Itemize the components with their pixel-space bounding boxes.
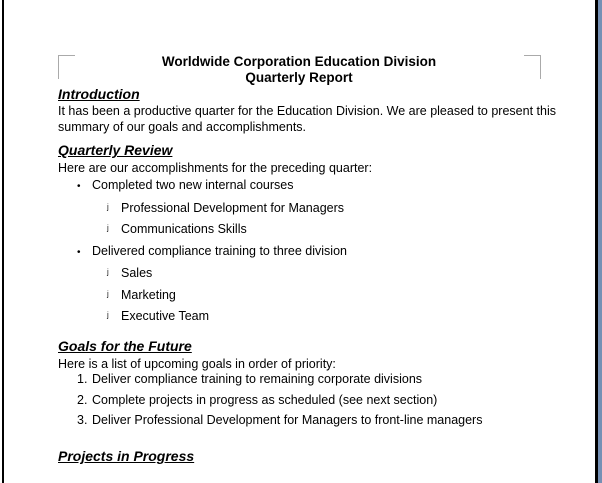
list-item: [58, 266, 544, 281]
bullet-icon: •: [77, 246, 81, 258]
section-introduction: [58, 86, 556, 135]
numbered-item: [58, 413, 544, 427]
sub-bullet-icon: ʲ: [107, 268, 109, 280]
item-number: 2.: [77, 392, 88, 407]
list-item: [58, 244, 544, 260]
goals-list: [58, 372, 544, 427]
list-item: [58, 201, 544, 216]
list-item: [58, 309, 544, 324]
numbered-item-text: Complete projects in progress as scheduled (see next section): [92, 392, 438, 407]
introduction-body-line2: summary of our goals and accomplishments.: [58, 119, 307, 134]
projects-heading: Projects in Progress: [58, 448, 195, 464]
document-canvas[interactable]: [4, 0, 595, 483]
list-item-text: Completed two new internal courses: [92, 178, 294, 192]
window-edge-strip: [598, 0, 602, 483]
list-item-text: Sales: [121, 266, 153, 280]
sub-bullet-icon: ʲ: [107, 289, 109, 302]
document-title: [58, 54, 540, 86]
goals-lead: Here is a list of upcoming goals in order of priority:: [58, 357, 336, 371]
bullet-icon: •: [77, 181, 81, 192]
introduction-body-line1: It has been a productive quarter for the Education Division. We are pleased to present this: [58, 104, 556, 118]
goals-heading: Goals for the Future: [58, 338, 192, 354]
sub-bullet-icon: ʲ: [107, 202, 109, 215]
list-item: [58, 222, 544, 237]
list-item-text: Marketing: [121, 287, 176, 302]
list-item-text: Professional Development for Managers: [121, 200, 345, 215]
title-line-1: Worldwide Corporation Education Division: [161, 54, 437, 69]
section-goals: [58, 338, 544, 434]
sub-bullet-icon: ʲ: [107, 224, 109, 236]
introduction-heading: Introduction: [58, 86, 140, 102]
item-number: 1.: [77, 372, 88, 386]
section-projects: [58, 448, 544, 465]
list-item-text: Delivered compliance training to three division: [92, 243, 347, 258]
section-quarterly-review: [58, 142, 544, 331]
quarterly-review-heading: Quarterly Review: [58, 142, 173, 158]
list-item-text: Communications Skills: [121, 222, 247, 236]
numbered-item-text: Deliver compliance training to remaining corporate divisions: [92, 372, 423, 386]
sub-bullet-icon: ʲ: [107, 311, 109, 323]
numbered-item: [58, 393, 544, 407]
quarterly-review-lead: Here are our accomplishments for the preceding quarter:: [58, 161, 373, 175]
numbered-item-text: Deliver Professional Development for Managers to front-line managers: [92, 413, 483, 427]
item-number: 3.: [77, 413, 88, 427]
list-item: [58, 178, 544, 194]
accomplishments-list: [58, 178, 544, 324]
title-line-2: Quarterly Report: [245, 70, 353, 85]
list-item-text: Executive Team: [121, 309, 210, 323]
numbered-item: [58, 372, 544, 386]
list-item: [58, 288, 544, 303]
